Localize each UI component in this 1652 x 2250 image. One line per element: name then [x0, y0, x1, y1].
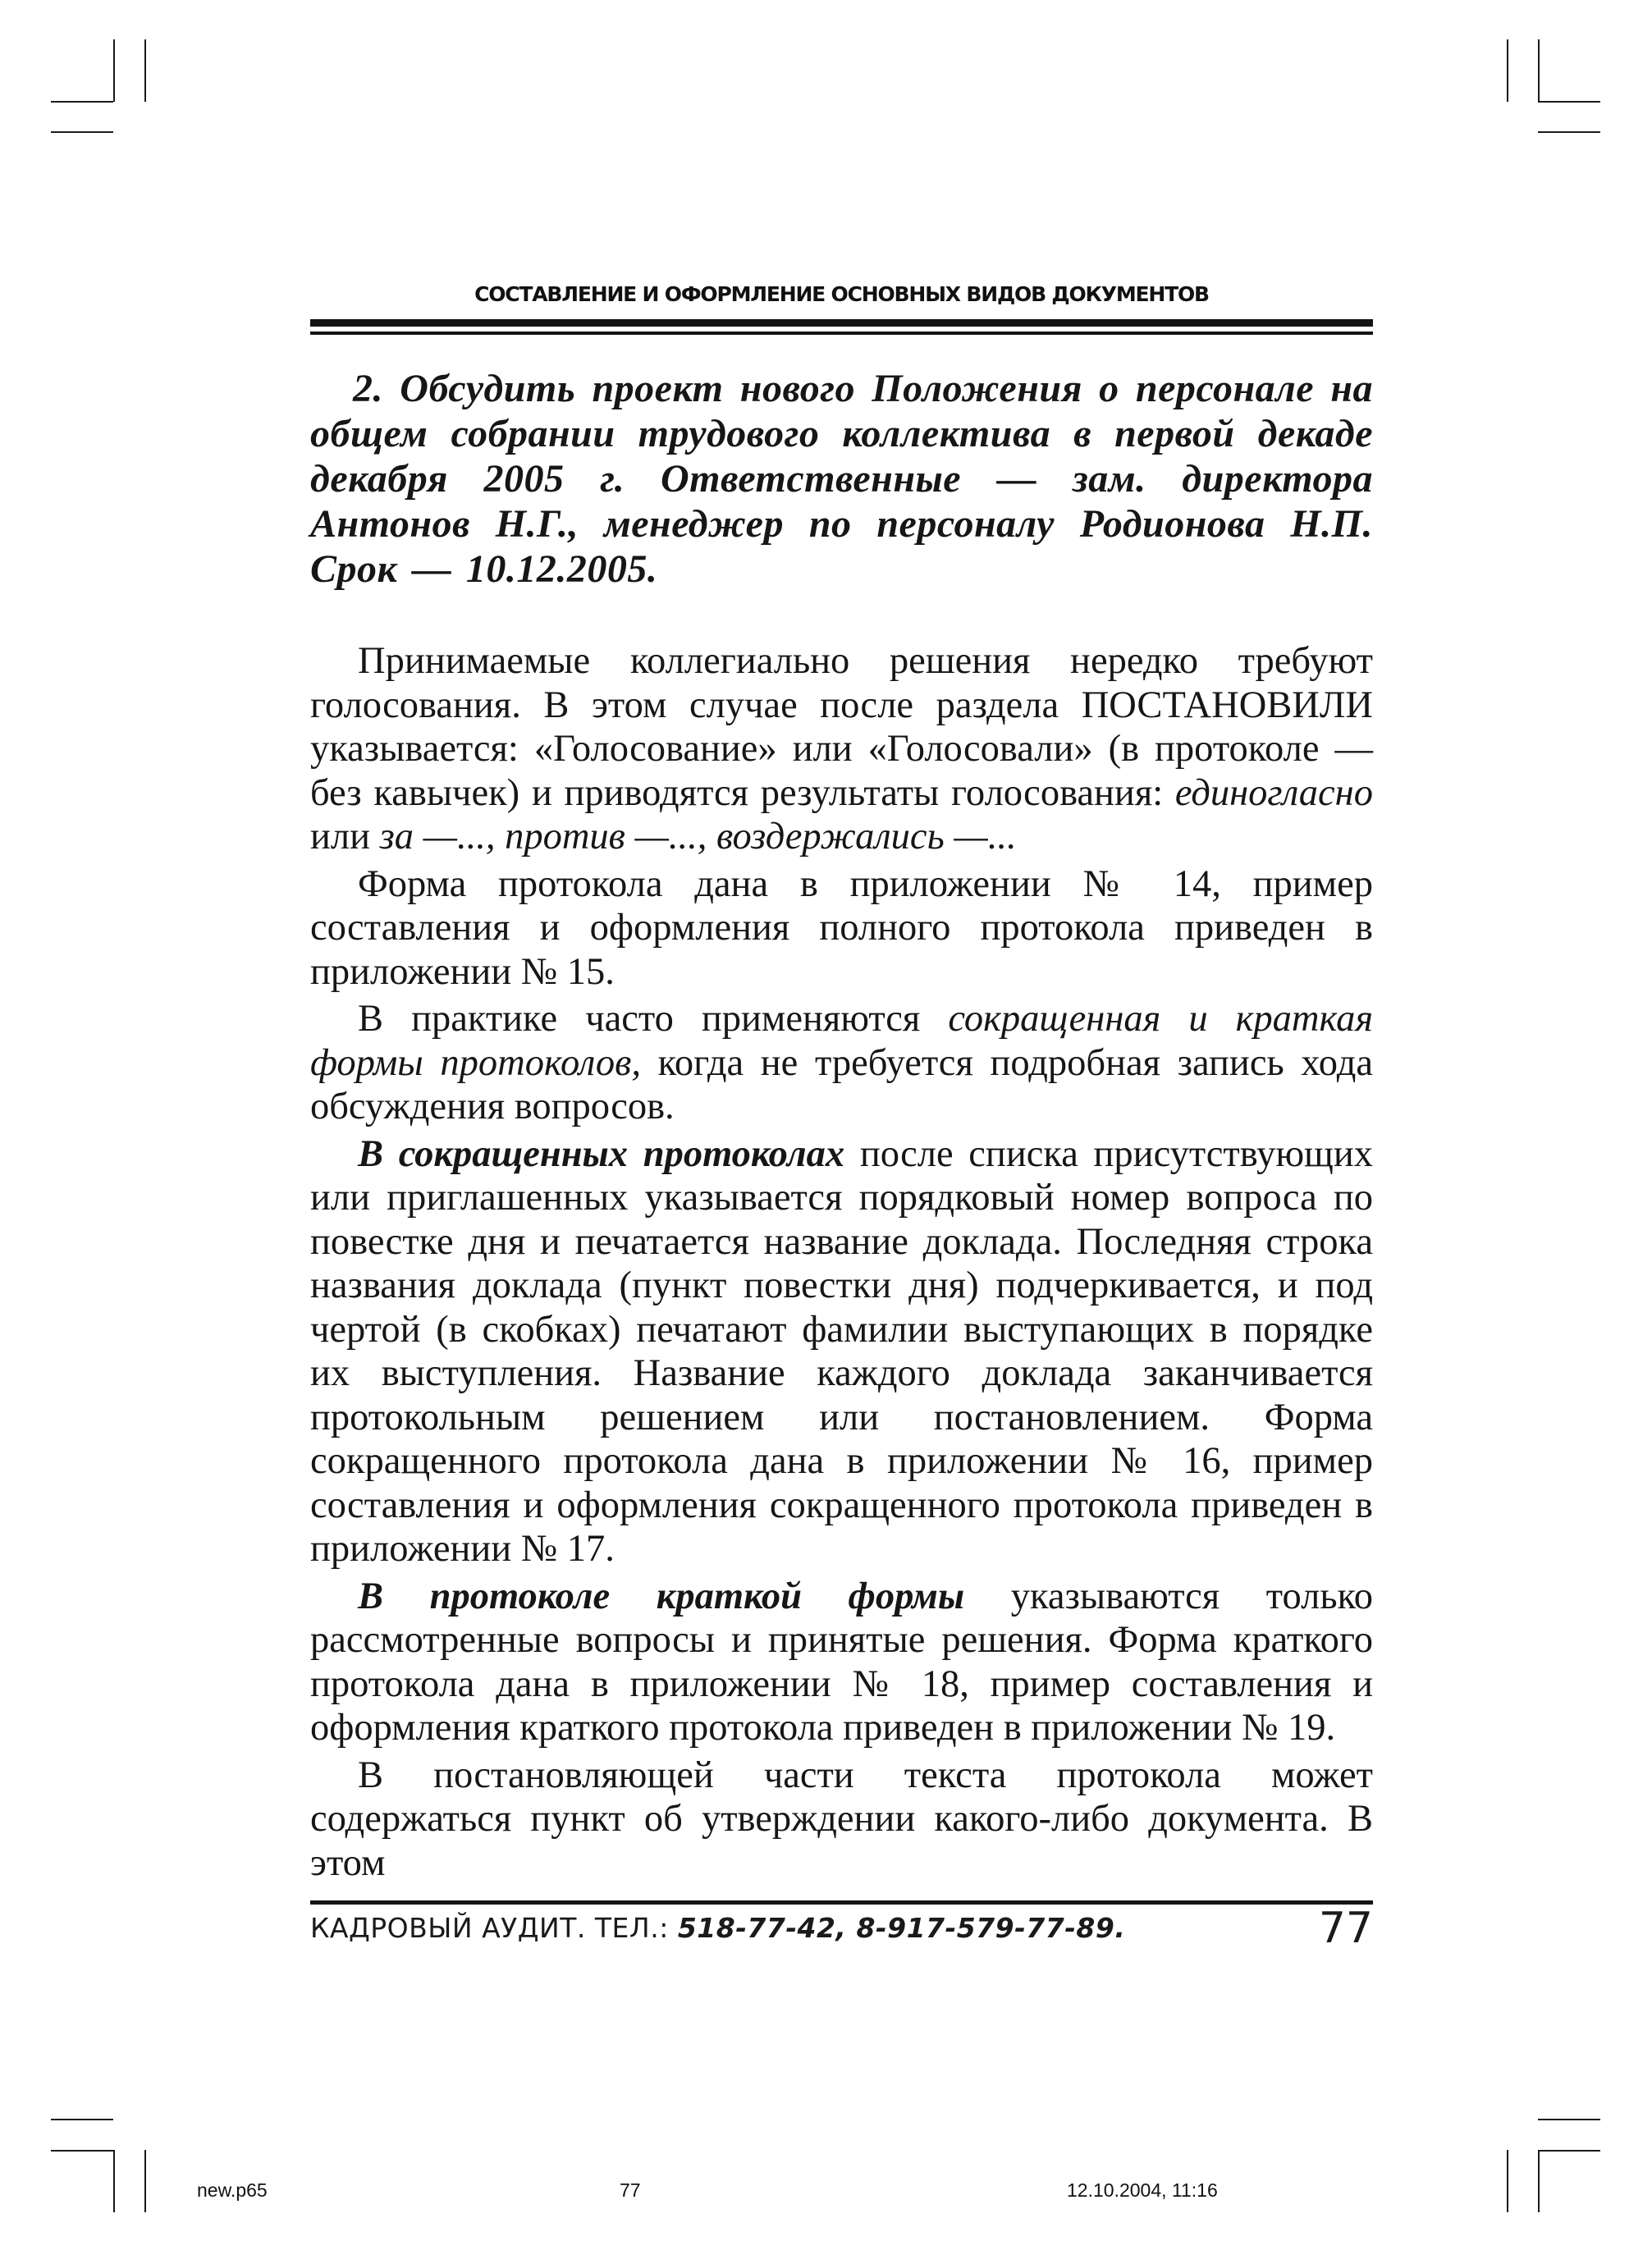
resolution-item-2: 2. Обсудить проект нового Положения о персонале на общем собрании трудового коллектива в первой декаде декабря 2005 г. Ответственные — зам. директора Антонов Н.Г., менеджер по персоналу Родионова Н.П. Срок — 10.12.2005.	[310, 367, 1373, 591]
paragraph-voting	[310, 639, 1373, 859]
page-body	[310, 366, 1373, 1885]
paragraph-practice-text-c: когда не требуется подробная запись хода обсуждения вопросов.	[310, 1041, 1374, 1127]
crop-mark-bottom-right-horizontal	[1538, 2119, 1600, 2120]
header-rule-thin	[310, 332, 1373, 335]
crop-mark-top-left-horizontal	[51, 101, 113, 103]
paragraph-voting-text-c: или	[310, 816, 380, 857]
crop-mark-top-left-vertical	[113, 39, 115, 102]
paragraph-brief-text: указываются только рассмотренные вопросы и принятые решения. Форма краткого протокола дана в приложении № 18, пример составления и оформления краткого протокола приведен в приложении № 19.	[310, 1575, 1373, 1749]
slug-page: 77	[620, 2179, 641, 2201]
crop-mark-bottom-right-horizontal-2	[1538, 2150, 1600, 2152]
paragraph-resolving-part: В постановляющей части текста протокола может содержаться пункт об утверждении какого-либо документа. В этом	[310, 1754, 1373, 1884]
paragraph-abbreviated-term: В сокращенных протоколах	[358, 1132, 845, 1175]
footer-rule	[310, 1900, 1373, 1905]
crop-mark-top-right-vertical	[1507, 39, 1508, 102]
crop-mark-bottom-left-vertical-2	[144, 2150, 146, 2212]
page-number: 77	[1318, 1904, 1373, 1953]
paragraph-abbreviated	[310, 1132, 1373, 1571]
crop-mark-bottom-left-horizontal-2	[51, 2150, 113, 2152]
crop-mark-bottom-left-vertical	[113, 2150, 115, 2212]
paragraph-voting-text-a: Принимаемые коллегиально решения нередко требуют голосования. В этом случае после раздела ПОСТАНОВИЛИ указывается: «Голосование» или «Голосовали» (в протоколе — без кавычек) и приводятся результаты голосования:	[310, 640, 1373, 814]
header-rule-thick	[310, 319, 1373, 327]
crop-mark-top-right-vertical-2	[1538, 39, 1540, 102]
running-header	[310, 282, 1373, 335]
running-title: СОСТАВЛЕНИЕ И ОФОРМЛЕНИЕ ОСНОВНЫХ ВИДОВ ДОКУМЕНТОВ	[474, 282, 1209, 306]
crop-mark-top-right-horizontal	[1538, 101, 1600, 103]
paragraph-voting-italic-results: за —..., против —..., воздержались —...	[379, 816, 1017, 857]
footer-contact	[310, 1912, 1125, 1944]
crop-mark-bottom-right-vertical-2	[1538, 2150, 1540, 2212]
paragraph-brief	[310, 1575, 1373, 1750]
crop-mark-top-left-vertical-2	[144, 39, 146, 102]
paragraph-practice-text-a: В практике часто применяются	[358, 998, 949, 1040]
footer-phones: 518-77-42, 8-917-579-77-89.	[677, 1912, 1126, 1944]
crop-mark-bottom-right-vertical	[1507, 2150, 1508, 2212]
slug-datetime: 12.10.2004, 11:16	[1067, 2179, 1218, 2201]
paragraph-voting-italic-unanimous: единогласно	[1174, 771, 1373, 814]
paragraph-protocol-form: Форма протокола дана в приложении № 14, пример составления и оформления полного протокола приведен в приложении № 15.	[310, 862, 1373, 993]
crop-mark-top-right-horizontal-2	[1538, 131, 1600, 133]
crop-mark-top-left-horizontal-2	[51, 131, 113, 133]
paragraph-brief-term: В протоколе краткой формы	[358, 1575, 965, 1617]
paragraph-practice	[310, 997, 1373, 1129]
paragraph-practice-italic: сокращенная и краткая формы протоколов,	[310, 998, 1373, 1084]
crop-mark-bottom-left-horizontal	[51, 2119, 113, 2120]
footer-label: КАДРОВЫЙ АУДИТ. ТЕЛ.:	[310, 1912, 678, 1944]
paragraph-abbreviated-text: после списка присутствующих или приглашенных указывается порядковый номер вопроса по повестке дня и печатается название доклада. Последняя строка названия доклада (пункт повестки дня) подчеркивается, и под чертой (в скобках) печатают фамилии выступающих в порядке их выступления. Название каждого доклада заканчивается протокольным решением или постановлением. Форма сокращенного протокола дана в приложении № 16, пример составления и оформления сокращенного протокола приведен в приложении № 17.	[310, 1132, 1373, 1570]
slug-filename: new.p65	[197, 2179, 268, 2201]
